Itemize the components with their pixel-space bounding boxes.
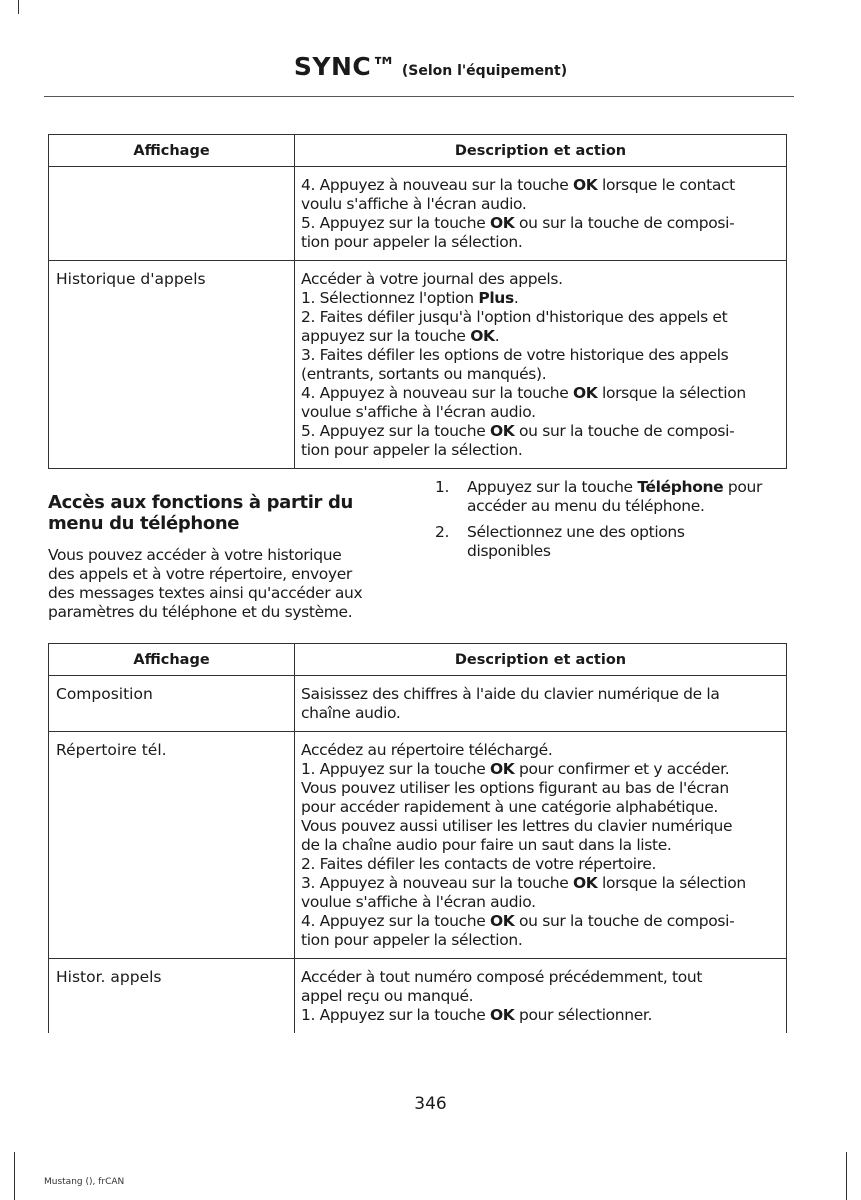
row-description [295, 261, 787, 469]
table-phone-options-2 [48, 643, 787, 1033]
description-line: 2. Faites défiler les contacts de votre répertoire. [301, 855, 657, 873]
row-label: Historique d'appels [49, 261, 295, 469]
description-line: 3. Appuyez à nouveau sur la touche OK lorsque la sélection [301, 874, 746, 892]
paragraph-line: des messages textes ainsi qu'accéder aux [48, 584, 363, 602]
step-number: 2. [435, 523, 450, 541]
page-number: 346 [414, 1094, 447, 1114]
description-line: 4. Appuyez sur la touche OK ou sur la touche de composi- [301, 912, 735, 930]
steps-list [435, 478, 762, 568]
header-divider [44, 96, 794, 97]
step-item [435, 478, 762, 516]
row-description [295, 167, 787, 261]
description-line: (entrants, sortants ou manqués). [301, 365, 547, 383]
section-intro-paragraph [48, 546, 362, 622]
header-subtitle: (Selon l'équipement) [401, 63, 568, 79]
step-line: Sélectionnez une des options [467, 523, 685, 541]
description-line: Accéder à votre journal des appels. [301, 270, 563, 288]
table-row [49, 732, 787, 959]
row-description [295, 676, 787, 732]
description-line: tion pour appeler la sélection. [301, 931, 523, 949]
bold-keyword: OK [489, 214, 515, 232]
description-line: 4. Appuyez à nouveau sur la touche OK lorsque le contact [301, 176, 735, 194]
bold-keyword: OK [489, 422, 515, 440]
description-line: 1. Appuyez sur la touche OK pour confirmer et y accéder. [301, 760, 730, 778]
description-line: voulue s'affiche à l'écran audio. [301, 893, 536, 911]
bold-keyword: Plus [478, 289, 514, 307]
bold-keyword: OK [489, 1006, 515, 1024]
step-line: disponibles [467, 542, 551, 560]
crop-mark-bottom-left [14, 1152, 15, 1200]
footer-doc-id: Mustang (), frCAN [44, 1177, 125, 1187]
table-phone-options-1 [48, 134, 787, 469]
description-line: pour accéder rapidement à une catégorie alphabétique. [301, 798, 718, 816]
table-row [49, 167, 787, 261]
crop-mark-top-left [18, 0, 19, 14]
page-header [0, 52, 861, 81]
bold-keyword: OK [572, 176, 598, 194]
row-label: Répertoire tél. [49, 732, 295, 959]
row-description [295, 732, 787, 959]
table-row [49, 261, 787, 469]
description-line: Accédez au répertoire téléchargé. [301, 741, 553, 759]
column-header-affichage: Affichage [49, 135, 295, 167]
description-line: 5. Appuyez sur la touche OK ou sur la touche de composi- [301, 422, 735, 440]
row-label: Composition [49, 676, 295, 732]
row-label: Histor. appels [49, 959, 295, 1034]
step-item [435, 523, 762, 561]
description-line: 1. Sélectionnez l'option Plus. [301, 289, 519, 307]
bold-keyword: Téléphone [637, 478, 724, 496]
row-label [49, 167, 295, 261]
column-header-description: Description et action [295, 644, 787, 676]
description-line: tion pour appeler la sélection. [301, 441, 523, 459]
description-line: Saisissez des chiffres à l'aide du clavier numérique de la [301, 685, 720, 703]
table-row [49, 959, 787, 1034]
bold-keyword: OK [489, 760, 515, 778]
column-header-affichage: Affichage [49, 644, 295, 676]
description-line: 4. Appuyez à nouveau sur la touche OK lorsque la sélection [301, 384, 746, 402]
description-line: Accéder à tout numéro composé précédemment, tout [301, 968, 703, 986]
row-description [295, 959, 787, 1034]
description-line: 2. Faites défiler jusqu'à l'option d'historique des appels et [301, 308, 728, 326]
description-line: Vous pouvez utiliser les options figurant au bas de l'écran [301, 779, 729, 797]
header-title: SYNC™ [293, 52, 397, 81]
description-line: de la chaîne audio pour faire un saut dans la liste. [301, 836, 672, 854]
column-header-description: Description et action [295, 135, 787, 167]
description-line: 5. Appuyez sur la touche OK ou sur la touche de composi- [301, 214, 735, 232]
description-line: 3. Faites défiler les options de votre historique des appels [301, 346, 729, 364]
step-line: Appuyez sur la touche Téléphone pour [467, 478, 763, 496]
description-line: appel reçu ou manqué. [301, 987, 474, 1005]
description-line: Vous pouvez aussi utiliser les lettres du clavier numérique [301, 817, 733, 835]
bold-keyword: OK [489, 912, 515, 930]
paragraph-line: des appels et à votre répertoire, envoyer [48, 565, 352, 583]
description-line: tion pour appeler la sélection. [301, 233, 523, 251]
description-line: 1. Appuyez sur la touche OK pour sélectionner. [301, 1006, 653, 1024]
bold-keyword: OK [572, 874, 598, 892]
section-heading: Accès aux fonctions à partir du menu du téléphone [48, 492, 354, 534]
table-header-row [49, 135, 787, 167]
bold-keyword: OK [470, 327, 495, 345]
description-line: appuyez sur la touche OK. [301, 327, 500, 345]
description-line: voulue s'affiche à l'écran audio. [301, 403, 536, 421]
step-line: accéder au menu du téléphone. [467, 497, 705, 515]
bold-keyword: OK [572, 384, 598, 402]
paragraph-line: Vous pouvez accéder à votre historique [48, 546, 342, 564]
description-line: voulu s'affiche à l'écran audio. [301, 195, 527, 213]
step-number: 1. [435, 478, 450, 496]
table-header-row [49, 644, 787, 676]
paragraph-line: paramètres du téléphone et du système. [48, 603, 353, 621]
crop-mark-bottom-right [846, 1152, 847, 1200]
description-line: chaîne audio. [301, 704, 401, 722]
table-row [49, 676, 787, 732]
